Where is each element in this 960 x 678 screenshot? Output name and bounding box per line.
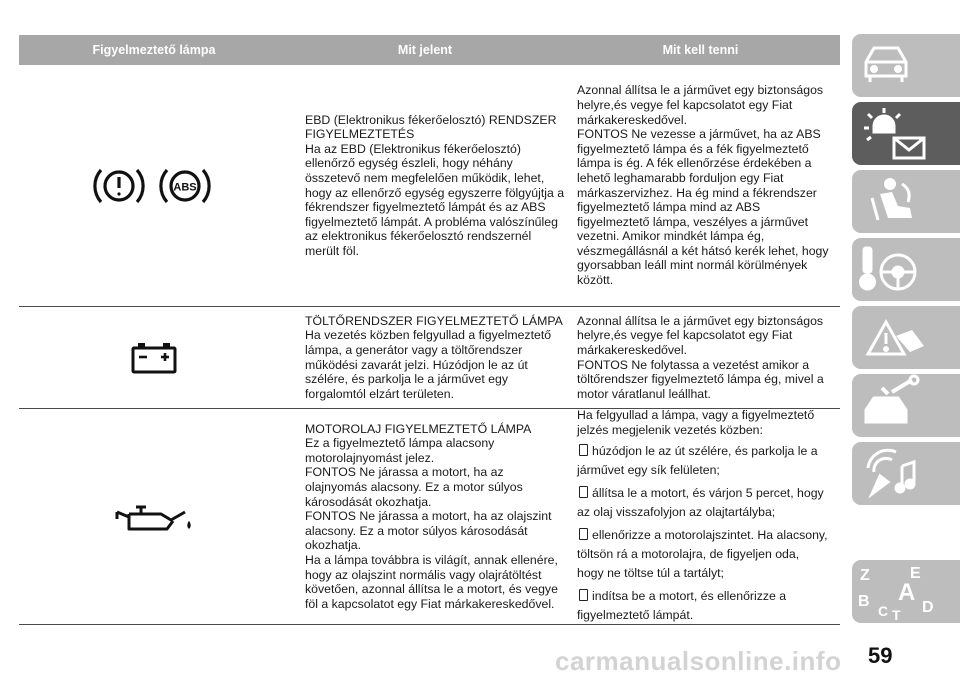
- meaning-line: FIGYELMEZTETÉS: [305, 127, 415, 142]
- meaning-line: alacsony. Ez a motor súlyos károsodását: [305, 523, 528, 538]
- header-meaning: Mit jelent: [397, 43, 453, 57]
- action-line: helyre,és vegye fel kapcsolatot egy Fiat: [577, 328, 793, 343]
- meaning-line: követően, azonnal állítsa le a motort, és vegye: [305, 582, 558, 597]
- meaning-line: szélére, és parkolja le a járművet egy: [305, 372, 508, 387]
- action-cell: [561, 307, 840, 408]
- meaning-line: okozhatja.: [305, 538, 362, 553]
- watermark: carmanualsonline.info: [555, 646, 842, 676]
- list-item: [577, 484, 834, 522]
- action-line: Ha felgyullad a lámpa, vagy a figyelmeztető: [577, 408, 815, 423]
- meaning-line: működési zavarát jelzi. Húzódjon le az út: [305, 357, 528, 372]
- bullet-text: járművet egy sík felületen;: [577, 462, 720, 477]
- checkbox-bullet-icon: [579, 589, 588, 601]
- meaning-line: FONTOS Ne járassa a motort, ha az olajszint: [305, 509, 552, 524]
- brake-abs-icons: [79, 156, 229, 216]
- abs-label: ABS: [173, 181, 197, 193]
- bullet-text: húzódjon le az út szélére, és parkolja le a: [592, 443, 818, 458]
- action-cell: [561, 409, 840, 624]
- meaning-line: fékrendszer figyelmeztető lámpát és az ABS: [305, 200, 546, 215]
- action-line: FONTOS Ne vezesse a járművet, ha az ABS: [577, 127, 821, 142]
- lamp-cell: [19, 307, 289, 408]
- meaning-line: Ha a lámpa továbbra is világít, annak ellenére,: [305, 552, 558, 567]
- tab-warning-lights[interactable]: [852, 102, 960, 165]
- alphabet-index-icon: [852, 560, 960, 623]
- table-header: [19, 35, 840, 65]
- action-line: lehető leghamarabb forduljon egy Fiat: [577, 170, 784, 185]
- bullet-text: hogy ne töltse túl a tartályt;: [577, 565, 724, 580]
- lamp-cell: [19, 409, 289, 624]
- svg-text:Z: Z: [860, 567, 870, 584]
- svg-text:D: D: [922, 599, 934, 616]
- table-row: [19, 409, 840, 625]
- action-line: gyorsabban leáll mint normál körülmények: [577, 258, 808, 273]
- meaning-line: EBD (Elektronikus fékerőelosztó) RENDSZER: [305, 112, 557, 127]
- action-line: Azonnal állítsa le a járművet egy biztonságos: [577, 313, 824, 328]
- action-line: vészmegállásnál a két hátsó kerék lehet, hogy: [577, 243, 829, 258]
- meaning-cell: [289, 307, 561, 408]
- roadside-warning-icon: [852, 306, 960, 369]
- table-row: [19, 307, 840, 409]
- meaning-line: TÖLTŐRENDSZER FIGYELMEZTETŐ LÁMPA: [305, 313, 563, 328]
- meaning-line: forgalomtól elzárt területen.: [305, 386, 455, 401]
- wrench-car-icon: [852, 374, 960, 437]
- meaning-line: Ha vezetés közben felgyullad a figyelmeztető: [305, 328, 552, 343]
- action-line: figyelmeztető lámpa és a fék figyelmeztető: [577, 141, 809, 156]
- meaning-line: hogy az ellenőrző egység egyszerre fölgyújtja a: [305, 185, 565, 200]
- key-steering-wheel-icon: [852, 238, 960, 301]
- action-line: figyelmeztető lámpa, veszélyes a járművet: [577, 214, 809, 229]
- action-line: vezetni. Amikor mindkét lámpa ég,: [577, 229, 765, 244]
- tab-starting-driving[interactable]: [852, 238, 960, 301]
- meaning-line: olajnyomás alacsony. Ez a motor súlyos: [305, 480, 523, 495]
- action-line: motor váratlanul leállhat.: [577, 386, 711, 401]
- meaning-line: ellenőrző egység észleli, hogy néhány: [305, 156, 513, 171]
- action-line: FONTOS Ne folytassa a vezetést amikor a: [577, 357, 810, 372]
- action-line: lámpa is ég. A fék ellenőrzése érdekében a: [577, 156, 812, 171]
- meaning-line: károsodását okozhatja.: [305, 494, 432, 509]
- list-item: [577, 526, 834, 583]
- lamp-cell: [19, 65, 289, 306]
- meaning-line: FONTOS Ne járassa a motort, ha az: [305, 465, 504, 480]
- bullet-text: ellenőrizze a motorolajszintet. Ha alacsony,: [592, 527, 828, 542]
- action-cell: [561, 65, 840, 306]
- action-line: márkakereskedővel.: [577, 112, 688, 127]
- tab-maintenance[interactable]: [852, 374, 960, 437]
- bullet-text: indítsa be a motort, és ellenőrizze a: [592, 588, 787, 603]
- tab-index[interactable]: [852, 560, 960, 623]
- battery-icon: [124, 338, 184, 378]
- meaning-cell: [289, 65, 565, 306]
- tab-multimedia[interactable]: [852, 442, 960, 505]
- meaning-line: Ha az EBD (Elektronikus fékerőelosztó): [305, 141, 521, 156]
- list-item: [577, 587, 834, 625]
- header-action: Mit kell tenni: [662, 43, 739, 57]
- car-icon: [852, 34, 960, 97]
- action-line: töltőrendszer figyelmeztető lámpa ég, mivel a: [577, 372, 824, 387]
- meaning-line: Ez a figyelmeztető lámpa alacsony: [305, 436, 495, 451]
- action-line: figyelmeztető lámpa mind az ABS: [577, 200, 761, 215]
- warning-lights-table: [19, 35, 840, 625]
- multimedia-icon: [852, 442, 960, 505]
- checkbox-bullet-icon: [579, 528, 588, 540]
- abs-icon: [161, 170, 209, 202]
- action-line: márkakereskedővel.: [577, 342, 688, 357]
- seat-airbag-icon: [852, 170, 960, 233]
- bullet-text: állítsa le a motort, és várjon 5 percet, hogy: [592, 485, 824, 500]
- meaning-line: motorolajnyomást jelez.: [305, 450, 435, 465]
- meaning-cell: [289, 409, 561, 624]
- list-item: [577, 442, 834, 480]
- svg-text:E: E: [910, 565, 921, 582]
- brake-warning-icon: [95, 170, 143, 202]
- svg-text:T: T: [892, 607, 901, 623]
- tab-safety[interactable]: [852, 170, 960, 233]
- action-line: jelzés megjelenik vezetés közben:: [577, 423, 763, 437]
- action-line: márkaszervizhez. Ha ég mind a fékrendszer: [577, 185, 817, 200]
- meaning-line: összetevő nem megfelelően működik, lehet,: [305, 170, 545, 185]
- checkbox-bullet-icon: [579, 486, 588, 498]
- meaning-line: az elektronikus fékerőelosztó rendszernél: [305, 229, 532, 244]
- tab-car[interactable]: [852, 34, 960, 97]
- table-row: [19, 65, 840, 307]
- action-line: között.: [577, 273, 614, 288]
- meaning-line: lámpa, a generátor vagy a töltőrendszer: [305, 342, 523, 357]
- header-lamp: Figyelmeztető lámpa: [92, 43, 216, 57]
- meaning-line: hogy az olajszint normális vagy olajrátöltést: [305, 567, 542, 582]
- svg-text:C: C: [878, 603, 889, 619]
- meaning-line: MOTOROLAJ FIGYELMEZTETŐ LÁMPA: [305, 421, 532, 436]
- page-number: 59: [868, 643, 893, 668]
- bullet-text: az olaj visszafolyjon az olajtartályba;: [577, 504, 776, 519]
- checkbox-bullet-icon: [579, 444, 588, 456]
- bullet-text: figyelmeztető lámpát.: [577, 607, 694, 622]
- bullet-text: töltsön rá a motorolajra, de figyeljen oda,: [577, 546, 800, 561]
- meaning-line: figyelmeztető lámpát. A probléma valószínűleg: [305, 214, 558, 229]
- action-line: helyre,és vegye fel kapcsolatot egy Fiat: [577, 97, 793, 112]
- tab-emergency[interactable]: [852, 306, 960, 369]
- svg-text:B: B: [858, 593, 870, 610]
- oil-can-icon: [109, 497, 199, 537]
- svg-text:A: A: [898, 579, 916, 606]
- meaning-line: merült föl.: [305, 243, 359, 258]
- meaning-line: föl a kapcsolatot egy Fiat márkakereskedővel.: [305, 596, 555, 611]
- warning-light-message-icon: [852, 102, 960, 165]
- action-line: Azonnal állítsa le a járművet egy biztonságos: [577, 83, 824, 98]
